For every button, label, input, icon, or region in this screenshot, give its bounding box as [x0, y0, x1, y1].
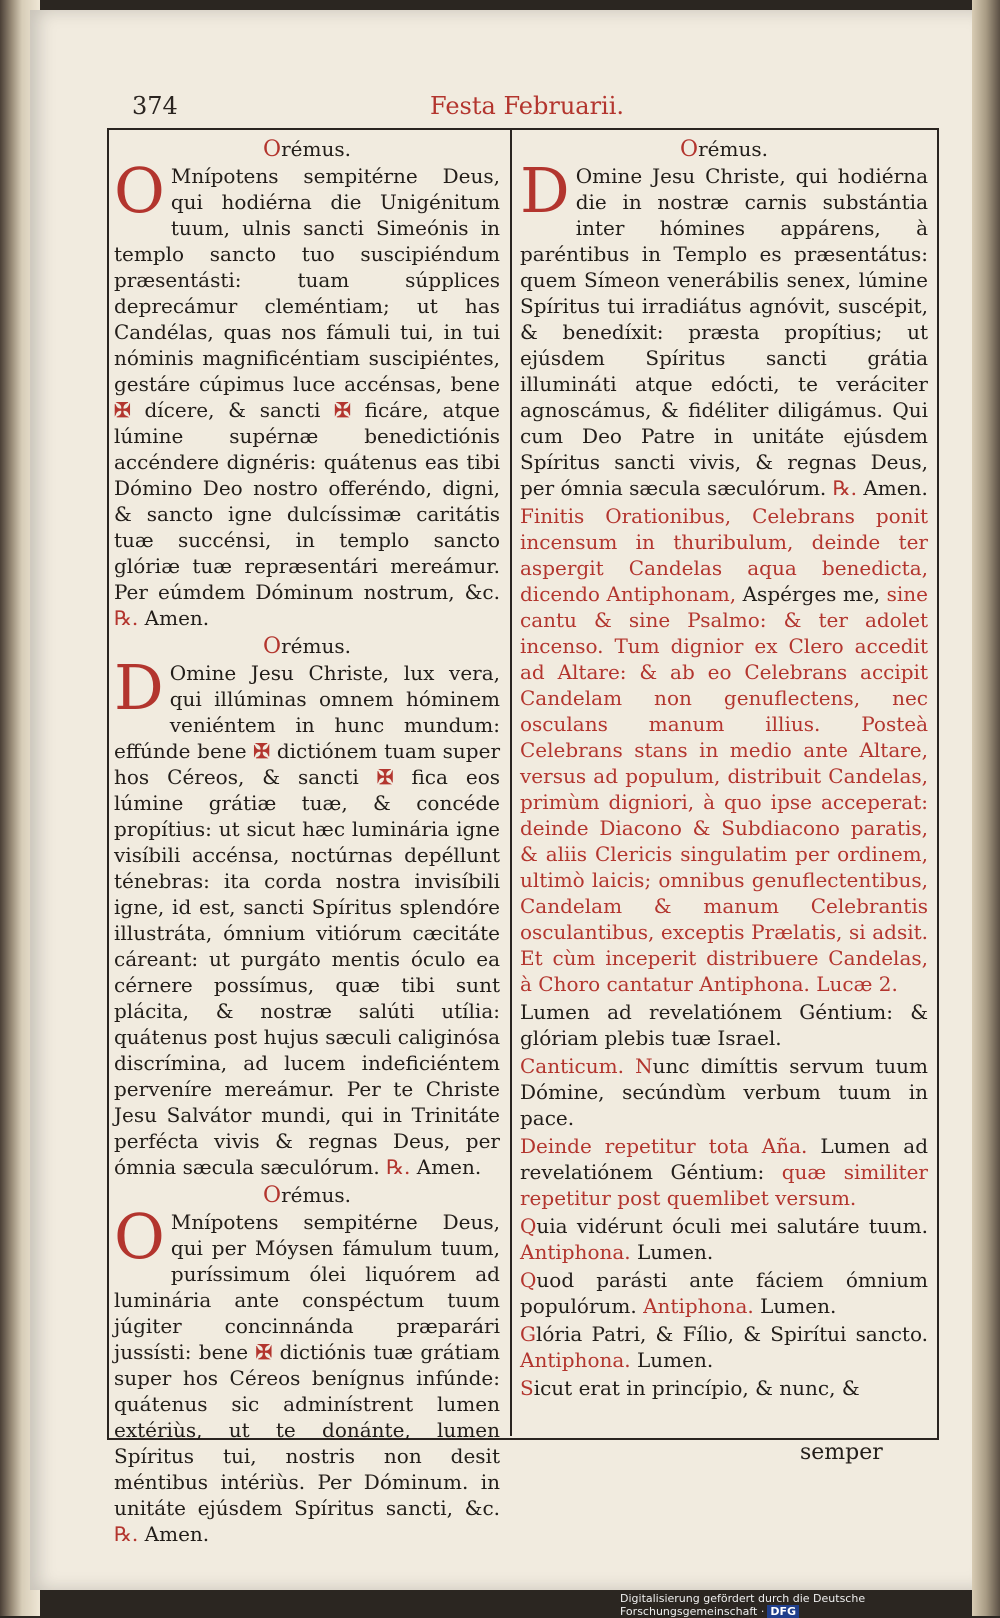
left-column — [114, 136, 500, 1549]
digitization-footer: Digitalisierung gefördert durch die Deutsche Forschungsgemeinschaft · DFG — [620, 1592, 866, 1618]
cross-icon: ✠ — [376, 765, 394, 789]
verse-line: Sicut erat in princípio, & nunc, & — [520, 1376, 860, 1400]
rubric-paragraph: Finitis Orationibus, Celebrans ponit incensum in thuribulum, deinde ter aspergit Candelas aqua benedicta, dicendo Antiphonam, Aspérges me, sine cantu & sine Psalmo: & ter adolet incenso. Tum dignior ex Clero accedit ad Altare: & ab eo Celebrans accipit Candelam non genuflectens, nec osculans manum illius. Posteà Celebrans stans in medio ante Altare, versus ad populum, distribuit Candelas, primùm digniori, à quo ipse acceperat: deinde Diacono & Subdiacono paratis, & aliis Clericis singulatim per ordinem, ultimò laicis; omnibus genuflectentibus, Candelam & manum Celebrantis osculantibus, exceptis Prælatis, si adsit. Et cùm inceperit distribuere Candelas, à Choro cantatur Antiphona. Lucæ 2. — [520, 504, 928, 996]
cross-icon: ✠ — [255, 1340, 273, 1364]
oremus-heading: Orémus. — [263, 634, 351, 659]
dfg-logo: DFG — [767, 1605, 799, 1618]
asperges-incipit: Aspérges me, — [742, 582, 881, 606]
prayer-paragraph: D Omine Jesu Christe, lux vera, qui illúminas omnem hóminem veniéntem in hunc mundum: effúnde bene ✠ dictiónem tuam super hos Céreos, & sancti ✠ fica eos lúmine grátiæ tuæ, & concéde propítius: ut sicut hæc luminária igne visíbili accénsa, noctúrnas depéllunt ténebras: ita corda nostra invisíbili igne, id est, sancti Spíritus splendóre illustráta, ómnium vitiórum cæcitáte cáreant: ut purgáto mentis óculo ea cérnere possímus, quæ tibi sunt plácita, & nostræ salúti utília: quátenus post hujus sæculi caliginósa discrímina, ad lucem indeficiéntem perveníre mereámur. Per te Christe Jesu Salvátor mundi, qui in Trinitáte perfécta vivis & regnas Deus, per ómnia sæcula sæculórum. ℞. Amen. — [114, 651, 501, 1179]
drop-cap: O — [114, 1200, 165, 1273]
column-divider — [510, 128, 512, 1436]
page-number: 374 — [132, 92, 178, 120]
page-header — [100, 92, 940, 128]
drop-cap: D — [114, 651, 164, 724]
prayer-paragraph: O Mnípotens sempitérne Deus, qui per Móysen fámulum tuum, puríssimum ólei liquórem ad luminária ante conspéctum tuum júgiter concinnánda præparári jussísti: bene ✠ dictiónis tuæ grátiam super hos Céreos benígnus infúnde: quátenus sic adminístrent lumen extériùs, ut te donánte, lumen Spíritus tui, nostris non desit méntibus intériùs. Per Dóminum. in unitáte ejúsdem Spíritus sancti, &c. ℞. Amen. — [114, 1200, 501, 1546]
cross-icon: ✠ — [253, 739, 271, 763]
response-sign: ℞. — [114, 1522, 139, 1546]
repeat-instruction: Deinde repetitur tota Aña. Lumen ad revelatiónem Géntium: quæ similiter repetitur post quemlibet versum. — [520, 1134, 928, 1210]
prayer-paragraph: O Mnípotens sempitérne Deus, qui hodiérna die Unigénitum tuum, ulnis sancti Simeónis in templo sancto tuo suscipiéndum præsentásti: tuam súpplices deprecámur cleméntiam; ut has Candélas, quas nos fámuli tui, in tui nóminis magnificéntiam suscipiéntes, gestáre cúpimus luce accénsas, bene ✠ dícere, & sancti ✠ ficáre, atque lúmine supérnæ benedictiónis accéndere dignéris: quátenus eas tibi Dómino Deo nostro offeréndo, digni, & sancto igne dulcíssimæ caritátis tuæ succénsi, in templo sancto glóriæ tuæ repræsentári mereámur. Per eúmdem Dóminum nostrum, &c. ℞. Amen. — [114, 154, 501, 630]
prayer-paragraph: D Omine Jesu Christe, qui hodiérna die in nostræ carnis substántia inter hómines appárens, à paréntibus in Templo es præsentátus: quem Símeon venerábilis senex, lúmine Spíritus tui irradiátus agnóvit, suscépit, & benedíxit: præsta propítius; ut ejúsdem Spíritus sancti grátia illumináti atque edócti, te veráciter agnoscámus, & fidéliter diligámus. Qui cum Deo Patre in unitáte ejúsdem Spíritus sancti vivis, & regnas Deus, per ómnia sæcula sæculórum. ℞. Amen. — [520, 154, 928, 500]
response-sign: ℞. — [832, 476, 857, 500]
response-sign: ℞. — [386, 1155, 411, 1179]
response-sign: ℞. — [114, 606, 139, 630]
verse-line: Quia vidérunt óculi mei salutáre tuum. Antiphona. Lumen. — [520, 1214, 928, 1264]
canticle-label: Canticum. — [520, 1054, 624, 1078]
cross-icon: ✠ — [114, 398, 131, 422]
antiphon-text: Lumen ad revelatiónem Géntium: & glóriam plebis tuæ Israel. — [520, 1000, 928, 1050]
verse-line: Quod parásti ante fáciem ómnium populórum. Antiphona. Lumen. — [520, 1268, 928, 1318]
cross-icon: ✠ — [334, 398, 351, 422]
oremus-heading: Orémus. — [263, 1183, 351, 1208]
book-page-edge — [972, 0, 1000, 1616]
drop-cap: O — [114, 154, 165, 227]
running-title: Festa Februarii. — [430, 92, 625, 120]
drop-cap: D — [520, 154, 570, 227]
canticle-paragraph: Canticum. Nunc dimíttis servum tuum Dómine, secúndùm verbum tuum in pace. — [520, 1054, 928, 1130]
right-column — [520, 136, 928, 1403]
oremus-heading: Orémus. — [263, 137, 351, 162]
oremus-heading: Orémus. — [680, 137, 768, 162]
catchword: semper — [800, 1440, 883, 1465]
verse-line: Glória Patri, & Fílio, & Spirítui sancto. Antiphona. Lumen. — [520, 1322, 928, 1372]
